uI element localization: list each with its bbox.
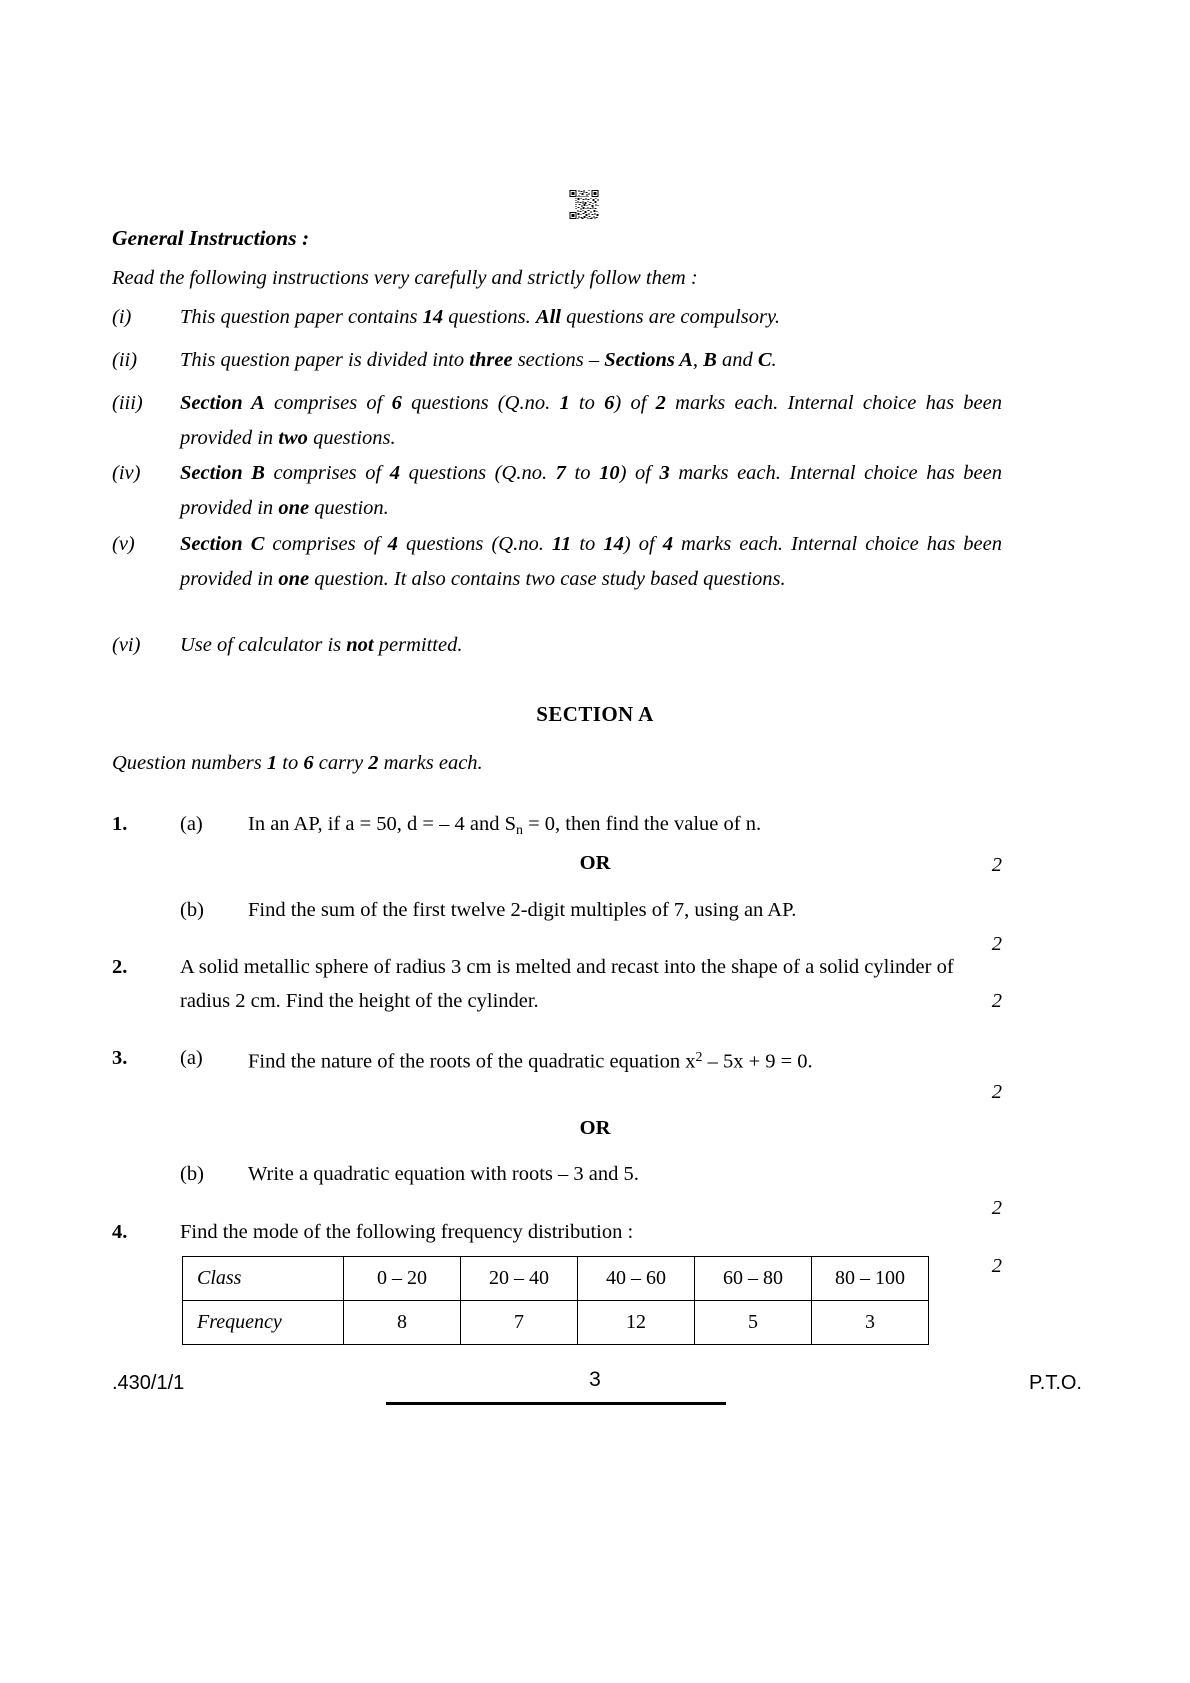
question-text: Find the mode of the following frequency distribution : bbox=[180, 1221, 634, 1243]
instruction-item-v bbox=[112, 527, 1002, 597]
question-2 bbox=[112, 950, 957, 1018]
table-row-class bbox=[183, 1257, 929, 1301]
question-number: 4. bbox=[112, 1221, 128, 1243]
question-marks: 2 bbox=[991, 853, 1002, 876]
instruction-text: This question paper contains 14 questions. All questions are compulsory. bbox=[180, 306, 781, 328]
instruction-text: Section B comprises of 4 questions (Q.no. 7 to 10) of 3 marks each. Internal choice has been provided in one question. bbox=[180, 462, 1002, 519]
or-label-q3: OR bbox=[579, 1117, 611, 1139]
question-number: 2. bbox=[112, 956, 128, 978]
question-marks: 2 bbox=[991, 1081, 1002, 1103]
instruction-text: Section C comprises of 4 questions (Q.no. 11 to 14) of 4 marks each. Internal choice has been provided in one question. It also contains two case study based questions. bbox=[180, 533, 1002, 590]
question-part-label: (a) bbox=[180, 813, 203, 835]
table-row-frequency bbox=[183, 1301, 929, 1345]
class-cell-0: 0 – 20 bbox=[344, 1257, 461, 1301]
row-header-frequency: Frequency bbox=[183, 1301, 344, 1345]
question-text: A solid metallic sphere of radius 3 cm is melted and recast into the shape of a solid cylinder of radius 2 cm. Find the height of the cylinder. bbox=[180, 956, 954, 1012]
instruction-numeral: (v) bbox=[112, 533, 135, 555]
instruction-item-iv bbox=[112, 456, 1002, 526]
instructions-lead: Read the following instructions very carefully and strictly follow them : bbox=[112, 267, 698, 289]
instruction-text: This question paper is divided into three sections – Sections A, B and C. bbox=[180, 349, 777, 371]
instruction-item-vi bbox=[112, 628, 1002, 663]
instruction-numeral: (vi) bbox=[112, 634, 141, 656]
question-marks: 2 bbox=[991, 990, 1002, 1012]
instruction-numeral: (i) bbox=[112, 306, 132, 328]
section-heading: SECTION A bbox=[536, 702, 654, 726]
class-cell-3: 60 – 80 bbox=[695, 1257, 812, 1301]
question-part-label: (b) bbox=[180, 1163, 204, 1185]
question-number: 3. bbox=[112, 1047, 128, 1069]
class-cell-4: 80 – 100 bbox=[812, 1257, 929, 1301]
question-text: Find the nature of the roots of the quadratic equation $x^2 - 5x + 9 = 0$. bbox=[248, 1050, 813, 1073]
class-cell-1: 20 – 40 bbox=[461, 1257, 578, 1301]
paper-code: .430/1/1 bbox=[112, 1372, 185, 1394]
or-label-q1: OR bbox=[579, 852, 611, 874]
question-1b bbox=[112, 893, 1002, 955]
qr-code-icon bbox=[568, 190, 600, 219]
general-instructions-title: General Instructions : bbox=[112, 226, 310, 250]
question-number: 1. bbox=[112, 813, 128, 835]
instruction-item-i bbox=[112, 300, 1002, 335]
question-text: Write a quadratic equation with roots – 3 and 5. bbox=[248, 1163, 639, 1185]
frequency-cell-0: 8 bbox=[344, 1301, 461, 1345]
question-3b bbox=[112, 1157, 1002, 1219]
class-cell-2: 40 – 60 bbox=[578, 1257, 695, 1301]
frequency-cell-3: 5 bbox=[695, 1301, 812, 1345]
frequency-distribution-table bbox=[182, 1256, 929, 1345]
question-marks: 2 bbox=[991, 1255, 1002, 1277]
frequency-cell-1: 7 bbox=[461, 1301, 578, 1345]
section-marks-note: Question numbers 1 to 6 carry 2 marks each. bbox=[112, 752, 483, 774]
page-number: 3 bbox=[589, 1368, 601, 1391]
instruction-text: Section A comprises of 6 questions (Q.no. 1 to 6) of 2 marks each. Internal choice has been provided in two questions. bbox=[180, 392, 1002, 449]
pto-label: P.T.O. bbox=[1029, 1372, 1082, 1394]
question-text: In an AP, if a = 50, d = – 4 and $S_n = 0$, then find the value of n. bbox=[248, 813, 762, 838]
question-3a bbox=[112, 1041, 902, 1078]
instruction-numeral: (iv) bbox=[112, 462, 141, 484]
question-part-label: (b) bbox=[180, 899, 204, 921]
footer-divider bbox=[386, 1402, 726, 1405]
question-marks: 2 bbox=[991, 1197, 1002, 1219]
instruction-numeral: (ii) bbox=[112, 349, 138, 371]
row-header-class: Class bbox=[183, 1257, 344, 1301]
instruction-item-iii bbox=[112, 386, 1002, 456]
question-4 bbox=[112, 1215, 1002, 1277]
frequency-cell-4: 3 bbox=[812, 1301, 929, 1345]
question-marks: 2 bbox=[991, 933, 1002, 955]
instruction-text: Use of calculator is not permitted. bbox=[180, 634, 463, 656]
instruction-item-ii bbox=[112, 343, 1002, 378]
frequency-cell-2: 12 bbox=[578, 1301, 695, 1345]
instruction-numeral: (iii) bbox=[112, 392, 143, 414]
question-text: Find the sum of the first twelve 2-digit multiples of 7, using an AP. bbox=[248, 899, 797, 921]
question-part-label: (a) bbox=[180, 1047, 203, 1069]
